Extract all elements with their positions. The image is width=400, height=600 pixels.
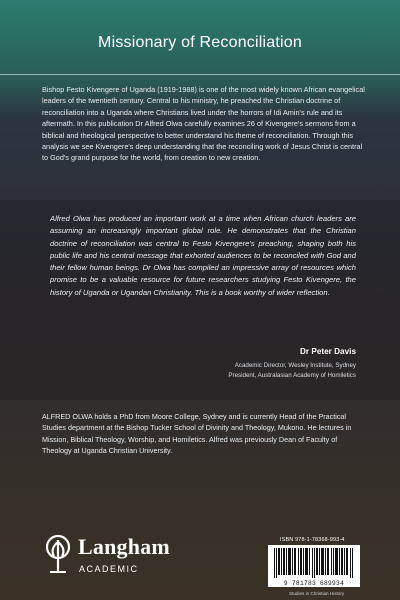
series-label: Studies in Christian History	[289, 591, 345, 596]
publisher-name: Langham	[78, 534, 170, 559]
barcode-number: 9 781783 689934	[283, 580, 345, 587]
title-divider	[0, 74, 400, 75]
cover-title: Missionary of Reconciliation	[98, 34, 302, 51]
endorser-role-1: Academic Director, Wesley Institute, Sydney	[234, 362, 356, 369]
endorser-role-2: President, Australasian Academy of Homiletics	[228, 372, 356, 379]
publisher-logo	[42, 534, 202, 584]
book-description: Bishop Festo Kivengere of Uganda (1919-1988) is one of the most widely known African evangelical leaders of the twentieth century. Central to his ministry, he preached the Christian doctrine of reconciliation into a Uganda where Christians lived under the horrors of Idi Amin's rule and its aftermath. In this publication Dr Alfred Olwa carefully examines 26 of Kivengere's sermons from a biblical and theological perspective to better understand his theme of reconciliation. Through this analysis we see Kivengere's deep understanding that the reconciling work of Jesus Christ is central to God's grand purpose for the world, from creation to new creation.	[42, 85, 365, 163]
langham-tree-logo-icon	[42, 534, 74, 574]
endorsement-quote: Alfred Olwa has produced an important work at a time when African church leaders are assuming an increasingly important global role. He demonstrates that the Christian doctrine of reconciliation was central to Festo Kivengere's preaching, shaping both his public life and his central message that exhorted audiences to be reconciled with God and their fellow human beings. Dr Olwa has compiled an impressive array of resources which promise to be a valuable resource for future researchers studying Festo Kivengere, the history of Uganda or Ugandan Christianity. This is a book worthy of wider reflection.	[50, 214, 356, 297]
barcode-bars	[274, 548, 354, 578]
author-bio: ALFRED OLWA holds a PhD from Moore College, Sydney and is currently Head of the Practical Studies department at the Bishop Tucker School of Divinity and Theology, Mukono. He lectures in Mission, Biblical Theology, Worship, and Homiletics. Alfred was previously Dean of Faculty of Theology at Uganda Christian University.	[42, 412, 352, 456]
isbn-barcode	[268, 545, 360, 587]
publisher-imprint: ACADEMIC	[79, 564, 139, 574]
isbn-label: ISBN 978-1-78368-993-4	[280, 537, 345, 543]
endorser-name: Dr Peter Davis	[300, 347, 356, 356]
